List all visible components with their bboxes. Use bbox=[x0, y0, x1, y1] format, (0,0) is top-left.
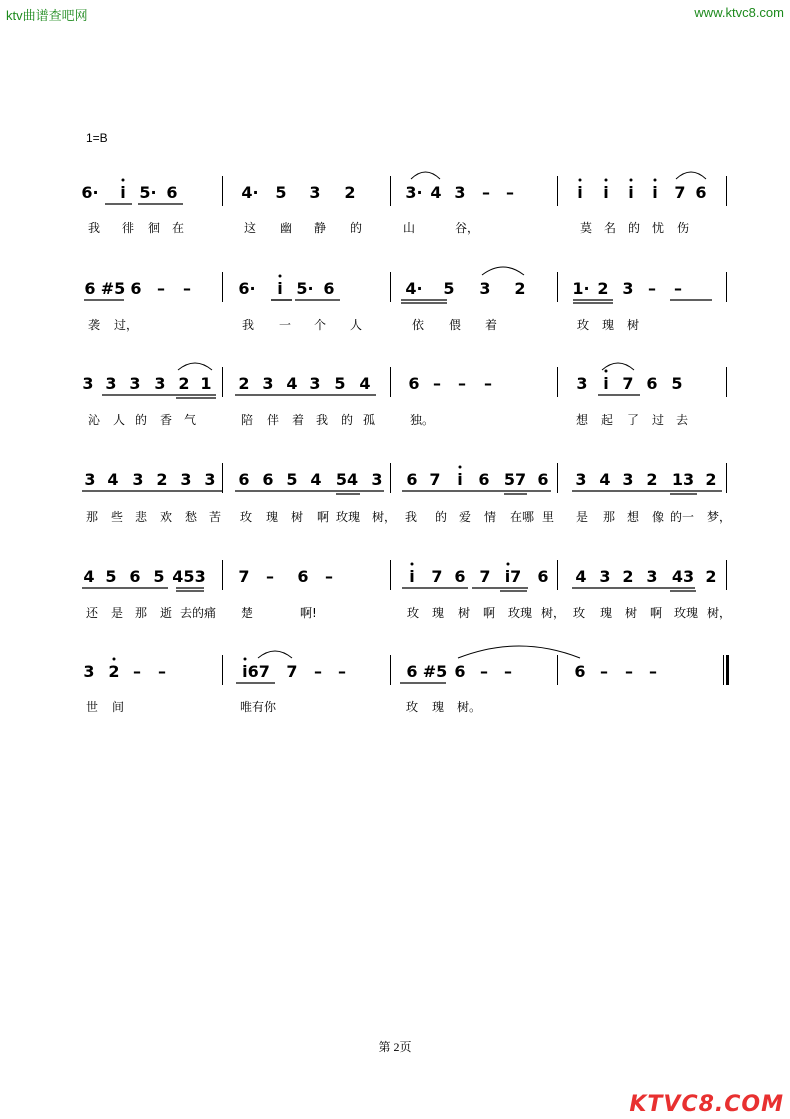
note: i bbox=[409, 567, 415, 586]
lyric-syllable: 瑰 bbox=[602, 318, 615, 332]
lyric-syllable: 去的痛 bbox=[180, 606, 217, 620]
octave-dot bbox=[654, 179, 657, 182]
note: 2 bbox=[178, 374, 190, 393]
note: 6· bbox=[81, 183, 99, 202]
lyric-syllable: 世 bbox=[86, 700, 99, 714]
note: – bbox=[480, 662, 488, 681]
note: 6 bbox=[574, 662, 586, 681]
note: 6 bbox=[297, 567, 309, 586]
note: 6 bbox=[646, 374, 658, 393]
note: 3 bbox=[129, 374, 141, 393]
lyric-syllable: 伤 bbox=[677, 221, 690, 235]
note: – bbox=[625, 662, 633, 681]
note: – bbox=[506, 183, 514, 202]
note: 3 bbox=[154, 374, 166, 393]
lyric-syllable: 情 bbox=[484, 510, 497, 524]
note: 2 bbox=[514, 279, 526, 298]
lyric-syllable: 人 bbox=[350, 318, 363, 332]
note: i bbox=[603, 183, 609, 202]
lyric-syllable: 在 bbox=[172, 221, 185, 235]
note: 3· bbox=[405, 183, 423, 202]
page-number: 第 2页 bbox=[378, 1040, 412, 1054]
lyric-syllable: 树， bbox=[541, 606, 566, 620]
note: 7 bbox=[238, 567, 250, 586]
note: 2 bbox=[646, 470, 658, 489]
lyric-syllable: 那 bbox=[86, 510, 99, 524]
lyric-syllable: 啊 bbox=[650, 606, 663, 620]
note: 13 bbox=[671, 470, 695, 489]
lyric-syllable: 玫 bbox=[406, 700, 419, 714]
octave-dot bbox=[630, 179, 633, 182]
note: 7 bbox=[286, 662, 298, 681]
note: 2 bbox=[622, 567, 634, 586]
octave-dot bbox=[605, 179, 608, 182]
note: 7 bbox=[431, 567, 443, 586]
note: – bbox=[325, 567, 333, 586]
lyric-syllable: 忧 bbox=[652, 221, 665, 235]
lyric-syllable: 玫 bbox=[240, 510, 253, 524]
note: 3 bbox=[575, 470, 587, 489]
lyric-syllable: 楚 bbox=[241, 606, 254, 620]
note: – bbox=[674, 279, 682, 298]
lyric-syllable: 袭 bbox=[88, 318, 101, 332]
lyric-syllable: 想 bbox=[576, 413, 589, 427]
note: – bbox=[458, 374, 466, 393]
note: 4 bbox=[430, 183, 442, 202]
lyric-syllable: 着 bbox=[485, 318, 498, 332]
note: 4 bbox=[599, 470, 611, 489]
lyric-syllable: 伴 bbox=[267, 413, 280, 427]
note: 6 bbox=[454, 567, 466, 586]
lyric-syllable: 这 bbox=[244, 221, 257, 235]
note: 3 bbox=[309, 374, 321, 393]
lyric-syllable: 过 bbox=[652, 413, 665, 427]
lyric-syllable: 玫瑰 bbox=[508, 606, 533, 620]
note: 5 bbox=[153, 567, 165, 586]
lyric-syllable: 唯有你 bbox=[240, 700, 277, 714]
note: 2 bbox=[597, 279, 609, 298]
lyric-syllable: 玫瑰 bbox=[336, 510, 361, 524]
lyric-syllable: 静 bbox=[314, 221, 327, 235]
lyric-syllable: 瑰 bbox=[432, 700, 445, 714]
lyric-syllable: 了 bbox=[627, 413, 640, 427]
note: – bbox=[504, 662, 512, 681]
note: i67 bbox=[242, 662, 270, 681]
lyric-syllable: 依 bbox=[412, 318, 425, 332]
note: #5 bbox=[100, 279, 126, 298]
note: i bbox=[652, 183, 658, 202]
octave-dot bbox=[122, 179, 125, 182]
note: i bbox=[277, 279, 283, 298]
lyric-syllable: 徊 bbox=[148, 221, 161, 235]
lyric-syllable: 的一 bbox=[670, 510, 695, 524]
slur-arc bbox=[602, 363, 634, 370]
note: – bbox=[266, 567, 274, 586]
lyric-syllable: 里 bbox=[542, 510, 555, 524]
note: 6 bbox=[166, 183, 178, 202]
lyric-syllable: 个 bbox=[314, 318, 327, 332]
lyric-syllable: 梦， bbox=[707, 510, 732, 524]
slur-arc bbox=[411, 172, 440, 179]
lyric-syllable: 陪 bbox=[241, 413, 254, 427]
note: 7 bbox=[674, 183, 686, 202]
note: – bbox=[158, 662, 166, 681]
note: 3 bbox=[599, 567, 611, 586]
note: 5· bbox=[139, 183, 157, 202]
lyric-syllable: 那 bbox=[135, 606, 148, 620]
note: 6 bbox=[695, 183, 707, 202]
slur-arc bbox=[458, 646, 580, 658]
lyric-syllable: 瑰 bbox=[600, 606, 613, 620]
slur-arc bbox=[178, 363, 212, 370]
lyric-syllable: 是 bbox=[111, 606, 124, 620]
note: 6 bbox=[129, 567, 141, 586]
lyric-syllable: 树。 bbox=[457, 700, 482, 714]
note: 2 bbox=[344, 183, 356, 202]
lyric-syllable: 玫 bbox=[573, 606, 586, 620]
note: 6 bbox=[537, 470, 549, 489]
note: 1 bbox=[200, 374, 212, 393]
note: 5 bbox=[275, 183, 287, 202]
lyric-syllable: 间 bbox=[112, 700, 125, 714]
note: 4 bbox=[359, 374, 371, 393]
note: i bbox=[120, 183, 126, 202]
note: 2 bbox=[705, 567, 717, 586]
lyric-syllable: 啊! bbox=[300, 606, 317, 620]
note: – bbox=[338, 662, 346, 681]
note: 6 bbox=[238, 470, 250, 489]
lyric-syllable: 些 bbox=[111, 510, 124, 524]
lyric-syllable: 那 bbox=[603, 510, 616, 524]
lyric-syllable: 树 bbox=[627, 318, 640, 332]
note: 6 bbox=[262, 470, 274, 489]
lyric-syllable: 啊 bbox=[317, 510, 330, 524]
lyric-syllable: 偎 bbox=[449, 318, 462, 332]
note: 6 bbox=[478, 470, 490, 489]
note: #5 bbox=[422, 662, 448, 681]
site-url-right[interactable]: www.ktvc8.com bbox=[694, 5, 784, 20]
note: 7 bbox=[622, 374, 634, 393]
note: 5· bbox=[296, 279, 314, 298]
note: 6 bbox=[323, 279, 335, 298]
lyric-syllable: 名 bbox=[604, 221, 617, 235]
note: 4 bbox=[286, 374, 298, 393]
lyric-syllable: 我 bbox=[405, 510, 418, 524]
lyric-syllable: 的 bbox=[350, 221, 363, 235]
note: – bbox=[314, 662, 322, 681]
octave-dot bbox=[459, 466, 462, 469]
lyric-syllable: 莫 bbox=[580, 221, 593, 235]
lyric-syllable: 起 bbox=[601, 413, 614, 427]
note: i bbox=[577, 183, 583, 202]
lyric-syllable: 幽 bbox=[280, 221, 293, 235]
lyric-syllable: 的 bbox=[341, 413, 354, 427]
note: 3 bbox=[309, 183, 321, 202]
note: 4· bbox=[405, 279, 423, 298]
note: 3 bbox=[83, 662, 95, 681]
lyric-syllable: 我 bbox=[88, 221, 101, 235]
lyric-syllable: 一 bbox=[279, 318, 292, 332]
lyric-syllable: 啊 bbox=[483, 606, 496, 620]
lyric-syllable: 沁 bbox=[88, 413, 101, 427]
lyric-syllable: 是 bbox=[576, 510, 589, 524]
slur-arc bbox=[482, 267, 524, 275]
note: 7 bbox=[479, 567, 491, 586]
note: 3 bbox=[180, 470, 192, 489]
note: 3 bbox=[82, 374, 94, 393]
note: i bbox=[603, 374, 609, 393]
slur-arc bbox=[258, 651, 292, 658]
note: 2 bbox=[156, 470, 168, 489]
note: 4 bbox=[107, 470, 119, 489]
lyric-syllable: 着 bbox=[292, 413, 305, 427]
lyric-syllable: 逝 bbox=[160, 606, 173, 620]
note: 5 bbox=[286, 470, 298, 489]
lyric-syllable: 想 bbox=[627, 510, 640, 524]
octave-dot bbox=[113, 658, 116, 661]
note: – bbox=[157, 279, 165, 298]
lyric-syllable: 爱 bbox=[459, 510, 472, 524]
note: 4 bbox=[310, 470, 322, 489]
key-signature: 1=B bbox=[86, 131, 108, 145]
lyric-syllable: 的 bbox=[628, 221, 641, 235]
lyric-syllable: 树 bbox=[291, 510, 304, 524]
lyric-syllable: 瑰 bbox=[432, 606, 445, 620]
site-name-left[interactable]: ktv曲谱查吧网 bbox=[6, 8, 88, 23]
lyric-syllable: 树 bbox=[625, 606, 638, 620]
lyric-syllable: 玫 bbox=[577, 318, 590, 332]
octave-dot bbox=[279, 275, 282, 278]
site-logo[interactable]: KTVC8.COM bbox=[629, 1092, 784, 1117]
note: i bbox=[628, 183, 634, 202]
note: – bbox=[183, 279, 191, 298]
note: 6 bbox=[454, 662, 466, 681]
note: 3 bbox=[646, 567, 658, 586]
note: 5 bbox=[105, 567, 117, 586]
octave-dot bbox=[411, 563, 414, 566]
note: 2 bbox=[238, 374, 250, 393]
note: 6 bbox=[406, 662, 418, 681]
note: 54 bbox=[335, 470, 359, 489]
lyric-syllable: 欢 bbox=[160, 510, 173, 524]
lyric-syllable: 像 bbox=[652, 510, 665, 524]
note: 3 bbox=[262, 374, 274, 393]
note: 3 bbox=[132, 470, 144, 489]
note: 3 bbox=[371, 470, 383, 489]
note: 5 bbox=[671, 374, 683, 393]
lyric-syllable: 过， bbox=[114, 318, 139, 332]
lyric-syllable: 山 bbox=[403, 221, 416, 235]
note: 6· bbox=[238, 279, 256, 298]
note: 7 bbox=[429, 470, 441, 489]
lyric-syllable: 香 bbox=[160, 413, 173, 427]
note: 6 bbox=[84, 279, 96, 298]
note: – bbox=[600, 662, 608, 681]
note: 3 bbox=[479, 279, 491, 298]
note: – bbox=[648, 279, 656, 298]
note: 3 bbox=[622, 470, 634, 489]
lyric-syllable: 的 bbox=[435, 510, 448, 524]
lyric-syllable: 我 bbox=[242, 318, 255, 332]
lyric-syllable: 在哪 bbox=[510, 510, 535, 524]
note: – bbox=[649, 662, 657, 681]
lyric-syllable: 还 bbox=[86, 606, 99, 620]
lyric-syllable: 瑰 bbox=[266, 510, 279, 524]
note: 6 bbox=[406, 470, 418, 489]
note: i bbox=[457, 470, 463, 489]
lyric-syllable: 独。 bbox=[410, 413, 435, 427]
note: – bbox=[433, 374, 441, 393]
note: 6 bbox=[537, 567, 549, 586]
octave-dot bbox=[579, 179, 582, 182]
octave-dot bbox=[605, 370, 608, 373]
lyric-syllable: 树， bbox=[372, 510, 397, 524]
note: 43 bbox=[671, 567, 695, 586]
lyric-syllable: 我 bbox=[316, 413, 329, 427]
lyric-syllable: 的 bbox=[135, 413, 148, 427]
note: – bbox=[482, 183, 490, 202]
note: 3 bbox=[622, 279, 634, 298]
note: 2 bbox=[705, 470, 717, 489]
note: 5 bbox=[443, 279, 455, 298]
lyric-syllable: 树 bbox=[458, 606, 471, 620]
note: 453 bbox=[172, 567, 206, 586]
lyric-syllable: 人 bbox=[113, 413, 126, 427]
note: 3 bbox=[84, 470, 96, 489]
note: 6 bbox=[130, 279, 142, 298]
lyric-syllable: 悲 bbox=[135, 510, 148, 524]
lyric-syllable: 树， bbox=[707, 606, 732, 620]
lyric-syllable: 愁 bbox=[185, 510, 198, 524]
note: 4 bbox=[83, 567, 95, 586]
note: 4 bbox=[575, 567, 587, 586]
slur-arc bbox=[676, 172, 706, 179]
lyric-syllable: 徘 bbox=[122, 221, 135, 235]
lyric-syllable: 气 bbox=[184, 413, 197, 427]
lyric-syllable: 玫瑰 bbox=[674, 606, 699, 620]
octave-dot bbox=[244, 658, 247, 661]
note: 5 bbox=[334, 374, 346, 393]
note: – bbox=[133, 662, 141, 681]
note: 3 bbox=[576, 374, 588, 393]
octave-dot bbox=[507, 563, 510, 566]
lyric-syllable: 谷， bbox=[455, 221, 480, 235]
lyric-syllable: 苦 bbox=[209, 510, 222, 524]
lyric-syllable: 玫 bbox=[407, 606, 420, 620]
lyric-syllable: 去 bbox=[676, 413, 689, 427]
note: 57 bbox=[503, 470, 527, 489]
note: 1· bbox=[572, 279, 590, 298]
note: 3 bbox=[105, 374, 117, 393]
note: – bbox=[484, 374, 492, 393]
note: 6 bbox=[408, 374, 420, 393]
note: 3 bbox=[204, 470, 216, 489]
note: i7 bbox=[504, 567, 522, 586]
note: 4· bbox=[241, 183, 259, 202]
note: 3 bbox=[454, 183, 466, 202]
note: 2 bbox=[108, 662, 120, 681]
lyric-syllable: 孤 bbox=[363, 413, 376, 427]
